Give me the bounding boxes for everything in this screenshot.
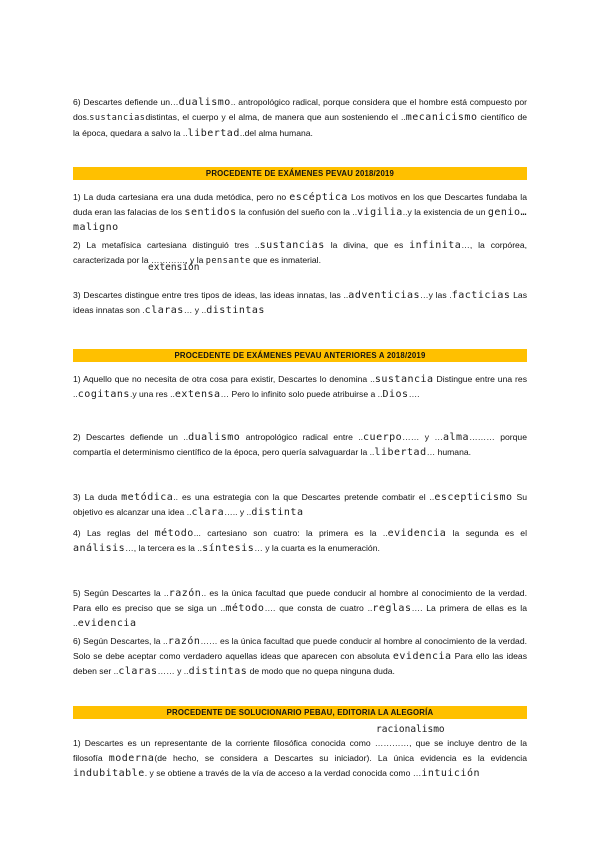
text: 3) La duda	[73, 492, 122, 502]
text: 3) Descartes distingue entre tres tipos de ideas, las ideas innatas, las ..	[73, 290, 349, 300]
handwritten-answer[interactable]: cuerpo	[363, 432, 403, 443]
text: 1) La duda cartesiana era una duda metódica, pero no	[73, 192, 290, 202]
handwritten-answer[interactable]: claras	[118, 666, 158, 677]
text: 6) Según Descartes, la ..	[73, 636, 168, 646]
text: distintas, el cuerpo y el alma, de manera que aun sosteniendo el ..	[145, 112, 406, 122]
text: … y la cuarta es la enumeración.	[254, 543, 380, 553]
handwritten-answer[interactable]: metódica	[121, 492, 174, 503]
text: de modo que no quepa ninguna duda.	[247, 666, 395, 676]
handwritten-answer[interactable]: infinita	[409, 240, 462, 251]
text: antropológico radical entre ..	[240, 432, 364, 442]
handwritten-answer[interactable]: escéptica	[289, 192, 348, 203]
text: …. La primera de ellas es la ..	[73, 603, 527, 628]
text: . y se obtiene a través de la vía de acceso a la verdad conocida como …	[144, 768, 422, 778]
handwritten-answer[interactable]: distintas	[206, 305, 265, 316]
handwritten-answer[interactable]: cogitans	[77, 389, 130, 400]
text: 1) Aquello que no necesita de otra cosa para existir, Descartes lo denomina ..	[73, 374, 375, 384]
handwritten-answer[interactable]: evidencia	[392, 651, 452, 662]
handwritten-answer[interactable]: evidencia	[387, 528, 447, 539]
handwritten-answer[interactable]: indubitable	[73, 768, 145, 779]
text: científico de la época, quedara a salvo la ..	[73, 112, 527, 138]
text: que es inmaterial.	[250, 255, 321, 265]
section-banner-solucionario: PROCEDENTE DE SOLUCIONARIO PEBAU, EDITORIA LA ALEGORÍA	[73, 706, 527, 719]
handwritten-answer[interactable]: sustancia	[374, 374, 434, 385]
handwritten-answer[interactable]: sentidos	[184, 207, 237, 218]
text: … humana.	[426, 447, 472, 457]
text: 2) Descartes defiende un ..	[73, 432, 189, 442]
handwritten-answer[interactable]: mecanicismo	[405, 112, 478, 123]
text: ……… porque compartía el determinismo científico de la época, pero quería salvaguardar la ..	[73, 432, 527, 457]
handwritten-answer[interactable]: distintas	[188, 666, 248, 677]
text: …, la corpórea, caracterizada por la …………, y la	[73, 240, 528, 265]
handwritten-answer[interactable]: reglas	[372, 603, 412, 614]
question-s3-1	[73, 736, 527, 781]
handwritten-answer[interactable]: extensa	[174, 389, 221, 400]
text: .. es una estrategia con la que Descartes pretende combatir el ..	[173, 492, 435, 502]
question-s1-2	[73, 238, 527, 269]
handwritten-answer[interactable]: libertad	[374, 447, 427, 458]
section-banner-pevau-anteriores: PROCEDENTE DE EXÁMENES PEVAU ANTERIORES A 2018/2019	[73, 349, 527, 362]
text: la confusión del sueño con la ..	[236, 207, 358, 217]
text: …… y ..	[157, 666, 189, 676]
question-s2-2	[73, 430, 527, 460]
text: .y una res ..	[129, 389, 175, 399]
text: (de hecho, se considera a Descartes su iniciador). La única evidencia es la evidencia	[154, 753, 527, 763]
handwritten-answer[interactable]: dualismo	[178, 97, 231, 108]
text: 1) Descartes es un representante de la corriente filosófica conocida como …………, que se incluye dentro de la filosofía	[73, 738, 527, 763]
question-s1-3	[73, 288, 527, 318]
text: la divina, que es	[324, 240, 410, 250]
text: … Pero lo infinito solo puede atribuirse a ..	[220, 389, 383, 399]
handwritten-answer[interactable]: vigilia	[357, 207, 403, 218]
handwritten-answer[interactable]: moderna	[108, 753, 155, 764]
text: ..y la existencia de un	[402, 207, 488, 217]
handwritten-answer[interactable]: claras	[144, 305, 184, 316]
text: …y las .	[420, 290, 452, 300]
handwritten-answer[interactable]: genio…maligno	[73, 207, 528, 233]
handwritten-answer[interactable]: sustancias	[259, 240, 325, 251]
handwritten-answer[interactable]: escepticismo	[434, 492, 513, 503]
text: Distingue entre una res ..	[73, 374, 527, 399]
handwritten-answer-extension[interactable]: extensión	[148, 262, 200, 273]
handwritten-answer[interactable]: clara	[191, 507, 225, 518]
handwritten-answer[interactable]: síntesis	[202, 543, 255, 554]
text: 5) Según Descartes la ..	[73, 588, 169, 598]
handwritten-answer[interactable]: razón	[168, 588, 202, 599]
question-s2-6	[73, 634, 527, 679]
handwritten-answer[interactable]: adventicias	[348, 290, 421, 301]
text: .. es la única facultad que puede conducir al hombre al conocimiento de la verdad. Para ello es preciso que se siga un ..	[73, 588, 527, 613]
handwritten-answer[interactable]: facticias	[451, 290, 511, 301]
text: 2) La metafísica cartesiana distinguió tres ..	[73, 240, 260, 250]
text: Su objetivo es alcanzar una idea ..	[73, 492, 528, 517]
handwritten-answer[interactable]: Dios	[382, 389, 409, 400]
text: …. que consta de cuatro ..	[264, 603, 373, 613]
handwritten-answer[interactable]: método	[154, 528, 194, 539]
section-banner-pevau-2018-2019: PROCEDENTE DE EXÁMENES PEVAU 2018/2019	[73, 167, 527, 180]
text: …, la tercera es la ..	[125, 543, 203, 553]
text: Las ideas innatas son .	[73, 290, 527, 315]
text: … y ..	[183, 305, 207, 315]
text: 6) Descartes defiende un…	[73, 97, 179, 107]
text: ….. y ..	[224, 507, 252, 517]
question-s2-1	[73, 372, 527, 402]
text: …… y …	[402, 432, 443, 442]
handwritten-answer[interactable]: alma	[442, 432, 470, 443]
text: Para ello las ideas deben ser ..	[73, 651, 527, 676]
text: …… es la única facultad que puede conducir al hombre al conocimiento de la verdad. Solo se debe aceptar como verdadero aquellas ideas que aparecen con absoluta	[73, 636, 528, 661]
text: Los motivos en los que Descartes fundaba la duda eran las falacias de los	[73, 192, 527, 217]
text: ..del alma humana.	[239, 128, 313, 138]
handwritten-answer[interactable]: libertad	[187, 128, 240, 139]
question-s1-1	[73, 190, 527, 235]
handwritten-answer[interactable]: análisis	[73, 543, 126, 554]
handwritten-answer[interactable]: sustancias	[89, 113, 146, 123]
handwritten-answer[interactable]: intuición	[421, 768, 481, 779]
handwritten-answer[interactable]: distinta	[251, 507, 304, 518]
question-s2-4	[73, 526, 527, 556]
text: ... cartesiano son cuatro: la primera es la ..	[193, 528, 388, 538]
text: la segunda es el	[446, 528, 527, 538]
handwritten-answer[interactable]: dualismo	[188, 432, 241, 443]
handwritten-answer-racionalismo[interactable]: racionalismo	[376, 724, 445, 735]
text: 4) Las reglas del	[73, 528, 155, 538]
text: .. antropológico radical, porque considera que el hombre está compuesto por dos.	[73, 97, 527, 122]
question-s2-5	[73, 586, 527, 631]
handwritten-answer[interactable]: pensante	[205, 256, 251, 266]
question-s2-3	[73, 490, 527, 520]
handwritten-answer[interactable]: evidencia	[77, 618, 137, 629]
paragraph-descartes-dualismo-intro	[73, 95, 527, 141]
handwritten-answer[interactable]: método	[225, 603, 265, 614]
text: ….	[408, 389, 420, 399]
handwritten-answer[interactable]: razón	[167, 636, 201, 647]
